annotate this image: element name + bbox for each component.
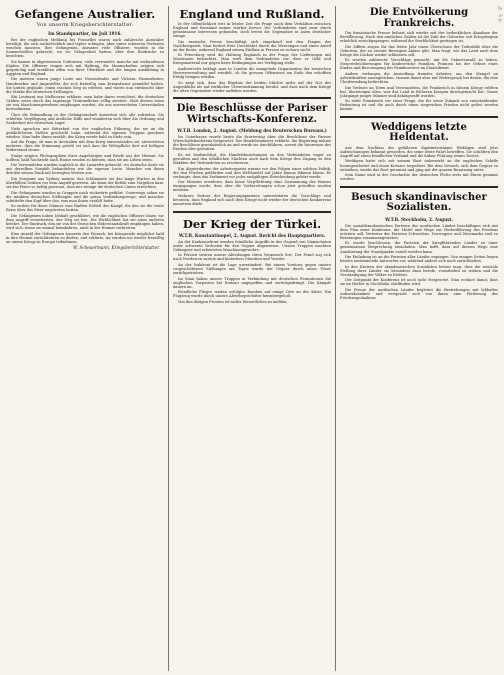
paragraph: Ein Sergeant aus Sydney meinte, das Schlimmste sei das lange Warten in den überfüllten Gräben vor dem Angriff gewesen. Als dann der Befehl zum Vorgehen kam, sei das Feuer so heftig gewesen, dass nur wenige die deutschen Linien erreichten. (6, 177, 164, 190)
article-body (340, 224, 498, 671)
article-body (340, 31, 498, 113)
paragraph: Die meisten waren junge Leute aus Neusüdwales und Victoria, Farmarbeiter, Handwerker und Angestellte, die sich freiwillig zum Kriegsdienst gemeldet hatten. Sie hatten geglaubt, einen raschen Sieg zu erleben, und waren nun enttäuscht über die Stärke der deutschen Stellungen. (6, 77, 164, 94)
article-headline: Die Beschlüsse der Pariser Wirtschafts-Konferenz. (176, 103, 328, 125)
paragraph: Es wurde beschlossen, die Parteien der kriegführenden Länder zu einer gemeinsamen Besprechung einzuladen. Man hofft, dass auf diesem Wege eine Annäherung der Standpunkte erzielt werden kann. (340, 241, 498, 254)
paragraph: Im Unterhause wurde heute die Erörterung über die Beschlüsse der Pariser Wirtschaftskonferenz fortgesetzt. Der Handelsminister erklärte, die Regierung nehme die Beschlüsse grundsätzlich an und werde sie durchführen, soweit die Interessen des Reiches dies gestatten. (173, 135, 331, 152)
margin-mark: № 3 p. (497, 6, 503, 24)
paragraph: Der Zeitpunkt der Konferenz ist noch nicht festgesetzt. Man rechnet damit, dass sie im Herbst in Stockholm stattfinden wird. (340, 278, 498, 287)
paragraph: Mehrere Redner der Regierungsparteien unterstützten die Vorschläge und betonten, dass England sich nach dem Kriege nicht wieder der deutschen Konkurrenz aussetzen dürfe. (173, 193, 331, 207)
article-signature: W. Scheuermann, Kriegsberichterstatter. (73, 245, 160, 251)
article-headline: Der Krieg der Türkei. (182, 216, 322, 231)
article-dateline: Im Standquartier, im Juli 1916. (48, 31, 122, 37)
paragraph: So zeigt sich, dass das Bündnis der beiden Mächte mehr auf der Not des Augenblicks als auf wirklicher Übereinstimmung beruht, und dass nach dem Kriege die alten Gegensätze wieder aufleben werden. (173, 80, 331, 93)
paragraph: Im Sinai haben unsere Truppen in Verbindung mit deutschen Formationen die englischen Vorposten bei Romani angegriffen und zurückgedrängt. Die Kämpfe dauern an. (173, 276, 331, 289)
paragraph: Aus dem Nachlass des gefallenen Kapitänleutnants Weddigen sind jetzt Aufzeichnungen bekannt geworden, die seine letzte Fahrt betreffen. Sie schildern den Angriff auf einen feindlichen Verband und die kühne Führung seines Bootes. (340, 145, 498, 158)
article-body (173, 135, 331, 207)
paragraph: So steht Frankreich vor einer Frage, die für seine Zukunft von entscheidender Bedeutung ist und die auch durch einen siegreichen Frieden nicht gelöst werden könnte. (340, 99, 498, 112)
column-2 (173, 6, 336, 671)
paragraph: Die Verluste an Toten und Verwundeten, die Frankreich in diesem Kriege erlitten hat, übersteigen alles, was das Land in früheren Kriegen durchgemacht hat. Ganze Jahrgänge junger Männer sind dahingerafft worden. (340, 85, 498, 98)
paragraph: Die Ziffern zeigen für das letzte Jahr einen Überschuss der Todesfälle über die Geburten, der zu ernster Besorgnis Anlass gibt. Man fragt, wie das Land nach dem Kriege die Lücken wieder schliessen soll. (340, 44, 498, 57)
article-body (173, 22, 331, 94)
paragraph: Auf die Frage, ob man in Australien mit dem Krieg einverstanden sei, antworteten mehrere, dass die Stimmung geteilt sei und dass die Wehrpflicht dort auf heftigen Widerstand stosse. (6, 140, 164, 153)
paragraph: Von den übrigen Fronten ist nichts Wesentliches zu melden. (178, 299, 288, 304)
article-headline: England und Rußland. (179, 7, 325, 21)
paragraph: Die Gefangenen wurden in Gruppen nach rückwärts geführt. Unterwegs sahen sie die intakten deutschen Stellungen und die guten Verbindungswege, und mancher schüttelte den Kopf über das, was man ihnen erzählt hatte. (6, 190, 164, 203)
paragraph: Andererseits beklagt man in London die mangelnde Organisation der russischen Heeresverwaltung und zweifelt, ob die grossen Offensiven am Ende den erhofften Erfolg bringen werden. (173, 67, 331, 80)
paragraph: Die Verwundeten wurden sogleich in die Lazarette gebracht, wo deutsche Ärzte sie mit derselben Sorgfalt behandelten wie die eigenen Leute. Mancher von ihnen drückte seinen Dank mit bewegten Worten aus. (6, 163, 164, 176)
article-subheadline: Von unserm Kriegsberichterstatter. (36, 22, 134, 29)
paragraph: Es werden zahlreiche Vorschläge gemacht, um die Geburtenzahl zu heben: Steuererleichterungen für kinderreiche Familien, Prämien bei der Geburt eines Kindes und Bevorzugung der Familienväter im Staatsdienst. (340, 58, 498, 71)
article-headline: Weddigens letzte Heldentat. (371, 121, 467, 144)
paragraph: Andere verlangen die Ansiedlung fremder Arbeiter, um den Mangel an Arbeitskräften auszugleichen, stossen damit aber auf Widerspruch bei denen, die eine Überfremdung befürchten. (340, 71, 498, 85)
paragraph: An der Irakfront ist die Lage unverändert. Bei einem Vorstoss gegen unsere vorgeschobenen Stellungen am Tigris wurde der Gegner durch unser Feuer zurückgetrieben. (173, 262, 331, 275)
section-divider (340, 186, 498, 188)
paragraph: Der Minister erwiderte, dass keine Verpflichtung ohne Zustimmung des Hauses eingegangen werde, dass aber die Vorbereitungen schon jetzt getroffen werden müssten. (173, 180, 331, 193)
paragraph: Ein Leutnant aus Melbourne erklärte, man habe ihnen versichert, die deutschen Gräben seien durch das tagelange Trommelfeuer völlig zerstört. Statt dessen seien sie von Maschinengewehren empfangen worden, die aus unversehrten Unterständen hervorkamen. (6, 95, 164, 112)
paragraph: In Persien setzten unsere Abteilungen ihren Vormarsch fort. Der Feind zog sich nach Nordosten zurück und hinterliess Munition und Vorräte. (173, 253, 331, 262)
paragraph: Die sozialdemokratischen Parteien der nordischen Länder beschäftigen sich mit dem Plan einer Konferenz, die Mittel und Wege zur Herbeiführung des Friedens erörtern soll. Vertreter der Parteien Schwedens, Norwegens und Dänemarks sind zu Beratungen zusammengetreten. (340, 223, 498, 240)
paragraph: Es sei beabsichtigt, die Handelsbeziehungen zu den Verbündeten enger zu gestalten und den feindlichen Mächten auch nach dem Kriege den Zugang zu den Märkten der Verbündeten zu erschweren. (173, 153, 331, 166)
paragraph: In der Öffentlichkeit tritt in letzter Zeit die Frage nach dem Verhältnis zwischen England und Russland immer stärker hervor. Die Verbündeten sind zwar durch gemeinsame Interessen gebunden, doch treten die Gegensätze in Asien deutlicher zutage. (173, 22, 331, 39)
section-divider (173, 211, 331, 213)
paragraph: Weddigen hatte sich mit seinem Boot unbemerkt an die englischen Schiffe herangearbeitet und einen Kreuzer torpediert. Bei dem Versuch, sich dem Gegner zu entziehen, wurde das Boot gerammt und ging mit der ganzen Besatzung unter. (340, 159, 498, 172)
section-divider (173, 97, 331, 99)
paragraph: In Petersburg wird die Haltung Englands in der Frage der Lieferungen mit Misstrauen betrachtet. Man wirft dem Verbündeten vor, dass er Geld und Kriegsmaterial nur gegen harte Bedingungen zur Verfügung stelle. (173, 53, 331, 66)
article-dateline: W.T.B. Konstantinopel, 2. August. Bericht des Hauptquartiers. (178, 232, 326, 238)
paragraph: Die französische Presse befasst sich wieder mit der bedenklichen Abnahme der Bevölkerung. Nach den amtlichen Zahlen ist die Zahl der Geburten seit Kriegsbeginn erheblich zurückgegangen, während die Sterblichkeit gestiegen ist. (340, 31, 498, 44)
section-divider (340, 116, 498, 118)
paragraph: In den Kreisen der skandinavischen Sozialisten betont man, dass die neutrale Stellung ihrer Länder sie besonders dazu berufe, vermittelnd zu wirken und die Verständigung der Völker zu fördern. (340, 264, 498, 277)
article-dateline: W.T.B. London, 2. August. (Meldung des Reuterschen Bureaus.) (177, 128, 327, 134)
paragraph: Viele sprachen mit Bitterkeit von der englischen Führung, die sie an die gefährlichsten Stellen geschickt habe, während die eigenen Truppen geschont würden. Man habe ihnen erzählt, der Krieg werde bald zu Ende sein. (6, 126, 164, 139)
article-body (6, 38, 164, 671)
article-dateline: W.T.B. Stockholm, 2. August. (385, 216, 453, 222)
paragraph: Feindliche Flieger warfen erfolglos Bomben auf einige Orte an der Küste. Ein Flugzeug wurde durch unsere Abwehrgeschütze heruntergeholt. (173, 290, 331, 299)
article-body (173, 240, 331, 671)
paragraph: Eine Anzahl der Gefangenen äusserte den Wunsch, bei Kriegsende möglichst bald in ihre Heimat zurückkehren zu dürfen, und erklärte, sie würden nie wieder freiwillig an einem Kriege in Europa teilnehmen. (6, 231, 164, 244)
columns (6, 6, 498, 671)
paragraph: Die Gefangenen haben lebhaft geschildert, wie die englischen Offiziere ihnen vor dem Angriff versicherten, der Weg sei frei. Die Wirklichkeit hat sie eines anderen belehrt. Der Eindruck, den sie von der deutschen Widerstandskraft empfangen haben, wird sich, wenn sie einmal heimkehren, auch in der Heimat verbreiten. (6, 213, 164, 231)
article-headline: Gefangene Australier. (14, 7, 156, 21)
paragraph: Über die Behandlung in der Gefangenschaft äusserten sich alle zufrieden. Sie erhielten Verpflegung und ärztliche Hilfe und wunderten sich über die Ordnung und Sauberkeit der deutschen Lager. (6, 112, 164, 125)
paragraph: An der Kaukasusfront wurden feindliche Angriffe in der Gegend von Mamachatun unter schweren Verlusten für den Gegner abgewiesen. Unsere Truppen machten Gefangene und erbeuteten Maschinengewehre. (173, 239, 331, 252)
paragraph: Die Einladung ist an die Parteien aller Länder ergangen. Von einigen Seiten liegen bereits zustimmende Antworten vor, während andere sich noch zurückhalten. (340, 255, 498, 264)
paragraph: Bei der englischen Meldung bei Fromelles waren auch zahlreiche Australier beteiligt, die sich nachdrücklich und tapfer schlugen, aber unter schweren Verlusten weichen mussten. Ihre Gefangenen, darunter viele Offiziere, wurden in die Sammelstellen gebracht, wo sie Gelegenheit hatten, über ihre Eindrücke zu berichten. (6, 38, 164, 59)
article-body (340, 146, 498, 183)
paragraph: Einige zeigten Photographien ihrer Angehörigen und Briefe aus der Heimat. Sie hofften, bald Nachricht nach Hause senden zu können, dass sie am Leben seien. (6, 153, 164, 162)
paragraph: Ein Abgeordneter der Arbeiterpartei warnte vor den Folgen einer solchen Politik, die den Frieden gefährden und den Welthandel auf Jahre hinaus lähmen könne. Er verlangte, dass das Parlament vor jeder endgültigen Entscheidung gehört werde. (173, 166, 331, 179)
article-headline: Besuch skandinavischer Sozialisten. (351, 191, 487, 214)
paragraph: Die russische Presse beschäftigt sich eingehend mit den Fragen der Nachkriegszeit. Man fordert freie Durchfahrt durch die Meerengen und einen Anteil an der Beute, während England seinen Einfluss in Persien zu sichern sucht. (173, 39, 331, 52)
paragraph: Die Presse der nordischen Länder begleitet die Bestrebungen mit lebhafter Aufmerksamkeit und verspricht sich von ihnen eine Förderung des Friedensgedankens. (340, 287, 498, 300)
paragraph: So endete für diese Männer vom fünften Erdteil der Kampf, für den sie die weite Reise über das Meer angetreten hatten. (6, 204, 164, 213)
column-1 (6, 6, 169, 671)
article-headline: Die Entvölkerung Frankreichs. (369, 7, 469, 29)
column-3 (340, 6, 498, 671)
paragraph: Sie kamen in abgerissenen Uniformen, viele verwundet, manche mit verbundenen Köpfen. Die Offiziere trugen sich mit Haltung, die Mannschaften zeigten sich gesprächig und erzählten offen von ihrer Überfahrt und der langen Ausbildung in Ägypten und England. (6, 59, 164, 76)
paragraph: Sein Name wird in der Geschichte der deutschen Flotte stets mit Ehren genannt werden. (340, 173, 498, 182)
